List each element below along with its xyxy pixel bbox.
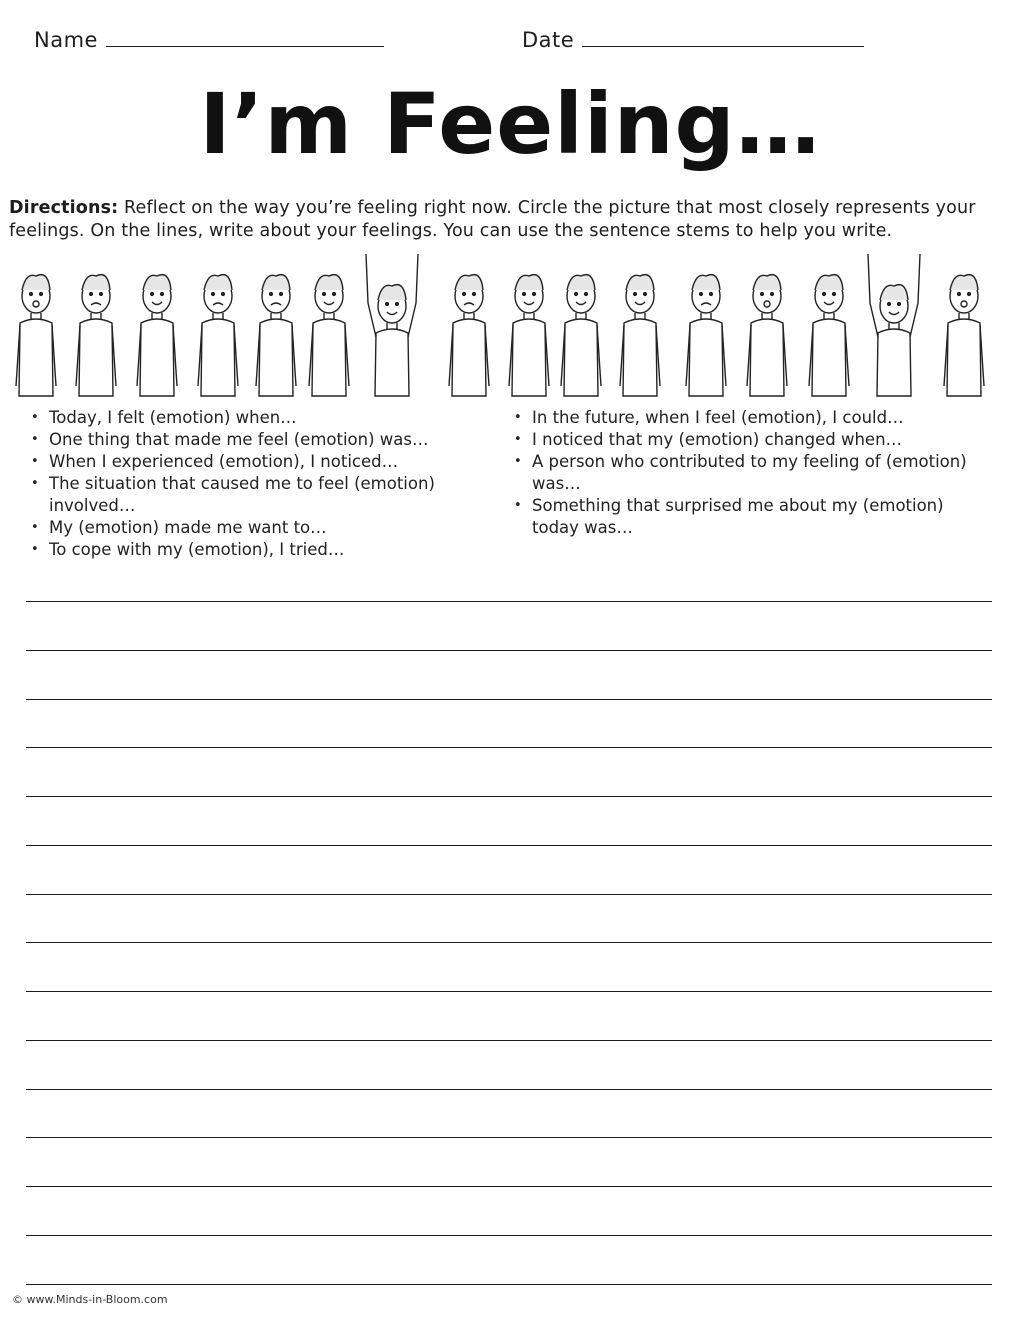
disappointed-figure-icon[interactable]	[256, 275, 296, 396]
directions-text: Reflect on the way you’re feeling right now. Circle the picture that most closely represents your feelings. On the lines, write about your feelings. You can use the sentence stems to help you write.	[9, 198, 976, 241]
sentence-stem: • One thing that made me feel (emotion) was…	[27, 429, 477, 451]
sentence-stems-left	[27, 407, 477, 561]
excited-figure-icon[interactable]	[366, 254, 418, 396]
sentence-stem: • My (emotion) made me want to…	[27, 517, 477, 539]
emotion-figures-strip	[14, 246, 1004, 398]
date-label: Date	[522, 28, 575, 52]
worried-figure-icon[interactable]	[198, 275, 238, 396]
grumpy-figure-icon[interactable]	[449, 275, 489, 396]
writing-line[interactable]	[26, 601, 992, 602]
sentence-stems-right	[510, 407, 980, 539]
directions-label: Directions:	[9, 198, 119, 218]
date-input-line[interactable]	[582, 29, 864, 47]
embarrassed-figure-icon[interactable]	[809, 275, 849, 396]
crying-figure-icon[interactable]	[686, 275, 726, 396]
surprised-figure-icon[interactable]	[944, 275, 984, 396]
writing-line[interactable]	[26, 650, 992, 651]
content-figure-icon[interactable]	[509, 275, 549, 396]
sentence-stem: • When I experienced (emotion), I noticed…	[27, 451, 477, 473]
sentence-stem: • Something that surprised me about my (emotion) today was…	[510, 495, 980, 539]
writing-line[interactable]	[26, 1089, 992, 1090]
writing-line[interactable]	[26, 699, 992, 700]
sentence-stem: • A person who contributed to my feeling of (emotion) was…	[510, 451, 980, 495]
thoughtful-figure-icon[interactable]	[561, 275, 601, 396]
writing-line[interactable]	[26, 1040, 992, 1041]
page-title: I’m Feeling…	[199, 75, 821, 173]
angry-figure-icon[interactable]	[16, 275, 56, 396]
writing-line[interactable]	[26, 894, 992, 895]
sentence-stem: • I noticed that my (emotion) changed when…	[510, 429, 980, 451]
sad-figure-icon[interactable]	[76, 275, 116, 396]
writing-line[interactable]	[26, 845, 992, 846]
writing-line[interactable]	[26, 1284, 992, 1285]
sentence-stem: • In the future, when I feel (emotion), I could…	[510, 407, 980, 429]
nervous-figure-icon[interactable]	[309, 275, 349, 396]
emotion-figures-svg	[14, 246, 1004, 398]
writing-line[interactable]	[26, 1186, 992, 1187]
name-label: Name	[34, 28, 98, 52]
confused-figure-icon[interactable]	[137, 275, 177, 396]
writing-line[interactable]	[26, 1137, 992, 1138]
sentence-stem: • Today, I felt (emotion) when…	[27, 407, 477, 429]
name-field	[34, 28, 384, 52]
scared-figure-icon[interactable]	[747, 275, 787, 396]
overjoyed-figure-icon[interactable]	[868, 254, 920, 396]
header-row	[0, 28, 1020, 58]
name-input-line[interactable]	[106, 29, 384, 47]
writing-line[interactable]	[26, 796, 992, 797]
writing-line[interactable]	[26, 991, 992, 992]
proud-figure-icon[interactable]	[620, 275, 660, 396]
sentence-stem: • To cope with my (emotion), I tried…	[27, 539, 477, 561]
writing-line[interactable]	[26, 747, 992, 748]
writing-line[interactable]	[26, 1235, 992, 1236]
date-field	[522, 28, 864, 52]
copyright-footer: © www.Minds-in-Bloom.com	[12, 1293, 168, 1306]
directions	[9, 197, 1014, 243]
sentence-stem: • The situation that caused me to feel (emotion) involved…	[27, 473, 477, 517]
writing-line[interactable]	[26, 942, 992, 943]
